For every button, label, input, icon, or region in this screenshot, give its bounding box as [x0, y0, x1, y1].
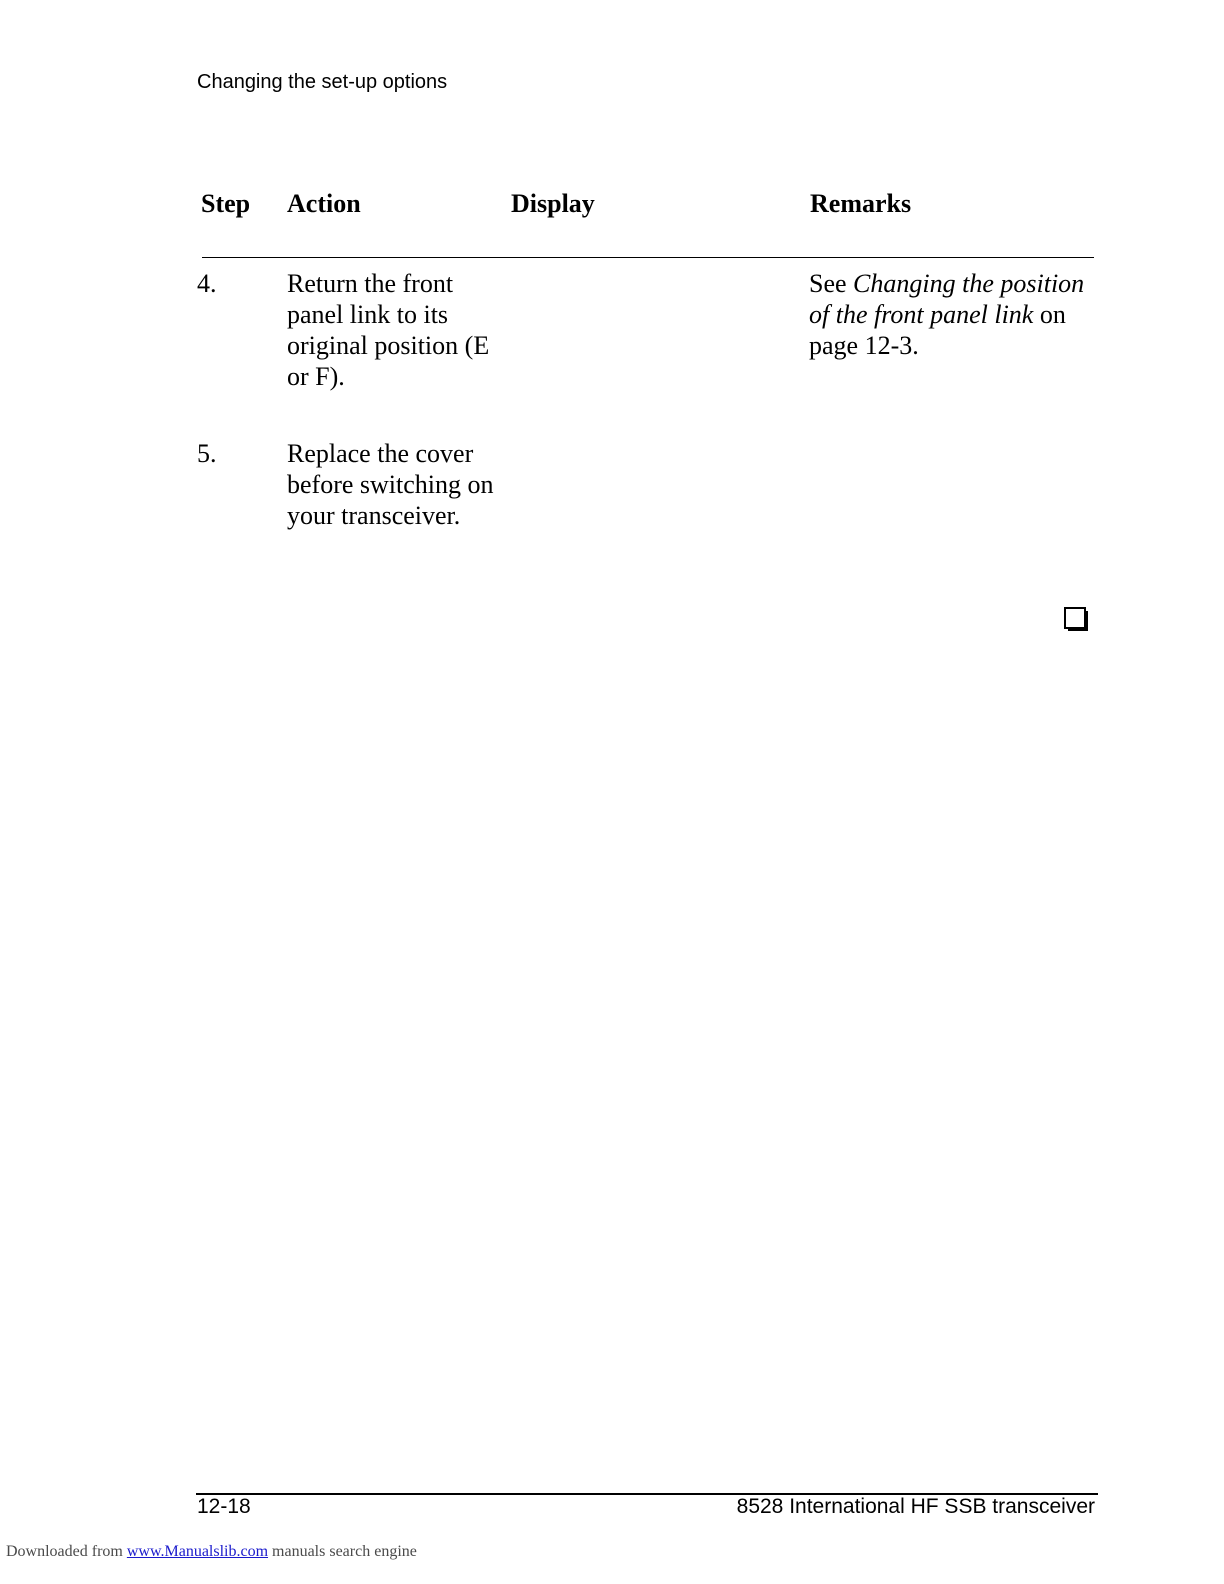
column-header-display: Display	[511, 189, 595, 218]
end-of-procedure-box-icon	[1064, 607, 1088, 631]
column-header-action: Action	[287, 189, 361, 218]
step-action: Replace the cover before switching on your transceiver.	[287, 439, 494, 530]
download-prefix: Downloaded from	[6, 1543, 127, 1560]
download-attribution	[6, 1542, 417, 1562]
footer-page-number: 12-18	[197, 1495, 251, 1518]
running-header: Changing the set-up options	[197, 71, 448, 93]
remarks-prefix: See	[809, 269, 854, 298]
step-number: 5.	[197, 439, 217, 468]
step-action: Return the front panel link to its original position (E or F).	[287, 269, 490, 391]
step-number: 4.	[197, 269, 217, 298]
remarks-cross-reference: Changing the position of the front panel link	[809, 269, 1085, 329]
manualslib-link[interactable]: www.Manualslib.com	[126, 1543, 269, 1560]
footer-document-title: 8528 International HF SSB transceiver	[736, 1495, 1095, 1518]
remarks-suffix: on page 12-3.	[809, 300, 1066, 360]
table-header-rule	[202, 257, 1094, 258]
column-header-remarks: Remarks	[810, 189, 912, 218]
column-header-step: Step	[201, 189, 251, 218]
step-remarks	[809, 268, 1099, 361]
download-suffix: manuals search engine	[268, 1543, 417, 1560]
